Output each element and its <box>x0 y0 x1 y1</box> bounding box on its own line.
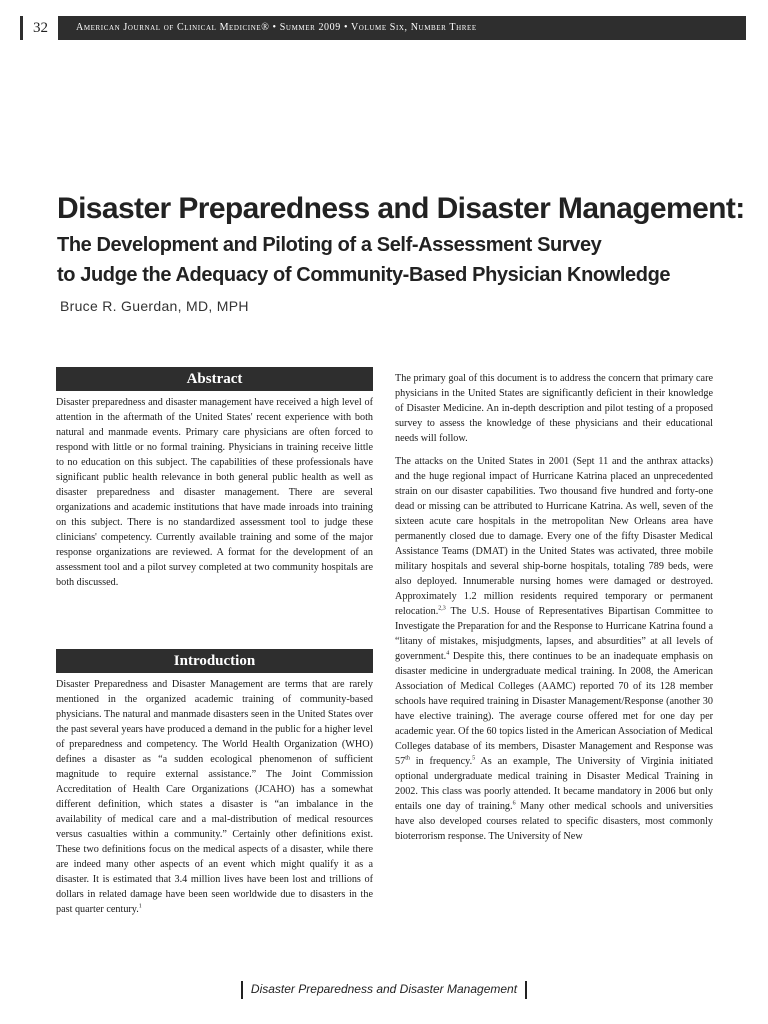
right-column <box>395 371 713 852</box>
introduction-heading: Introduction <box>56 649 373 673</box>
journal-citation: American Journal of Clinical Medicine® • Summer 2009 • Volume Six, Number Three <box>76 22 477 33</box>
katrina-paragraph <box>395 454 713 844</box>
reference-marker: 1 <box>138 903 142 910</box>
introduction-text <box>56 677 373 917</box>
goal-paragraph: The primary goal of this document is to address the concern that primary care physicians in the United States are significantly deficient in their knowledge of Disaster Medicine. An in-depth description and pilot testing of a proposed survey to assess the knowledge of these physicians and their educational needs will follow. <box>395 373 713 444</box>
journal-header-bar <box>20 16 746 40</box>
paragraph-text: The attacks on the United States in 2001 (Sept 11 and the anthrax attacks) and the huge regional impact of Hurricane Katrina placed an unprecedented strain on our disaster capabilities. Two thousand five hundred and forty-one dead or missing can be attributed to Hurricane Katrina. As well, seven of the sixteen acute care hospitals in the metropolitan New Orleans area have permanently closed due to damage. Every one of the fifty Disaster Medical Assistance Teams (DMAT) in the United States was activated, three mobile military hospitals and several ship-borne hospitals, totaling 789 beds, were also deployed. Innumerable nursing homes were damaged or destroyed. Approximately 1.2 million residents required temporary or permanent relocation. <box>395 456 713 617</box>
article-subtitle-line-1: The Development and Piloting of a Self-Assessment Survey <box>57 234 602 256</box>
page-number: 32 <box>20 16 58 40</box>
paragraph-text: As an example, The University of Virginia initiated optional undergraduate medical training in Disaster Medical Training in 2002. This class was poorly attended. It became mandatory in 2006 but only entails one day of training. <box>395 756 713 812</box>
article-author: Bruce R. Guerdan, MD, MPH <box>60 298 249 314</box>
article-title: Disaster Preparedness and Disaster Management: <box>57 192 745 225</box>
reference-marker: 4 <box>446 650 450 657</box>
paragraph-text: The U.S. House of Representatives Bipartisan Committee to Investigate the Preparation for and the Response to Hurricane Katrina found a “litany of mistakes, misjudgments, lapses, and absurdities” at all levels of government. <box>395 606 713 662</box>
paragraph-text: in frequency. <box>409 756 473 767</box>
paragraph-text: Many other medical schools and universities have also developed courses related to specific disasters, most commonly bioterrorism response. The University of New <box>395 801 713 842</box>
reference-marker: 5 <box>472 755 476 762</box>
abstract-heading: Abstract <box>56 367 373 391</box>
introduction-body: Disaster Preparedness and Disaster Management are terms that are rarely mentioned in the organized academic training of community-based physicians. The natural and manmade disasters seen in the United States over the past several years have produced a demand in the public for a higher level of preparedness and competency. The World Health Organization (WHO) defines a disaster as “a sudden ecological phenomenon of sufficient magnitude to require external assistance.” The Joint Commission Accreditation of Health Care Organizations (JCAHO) has a somewhat different definition, which states a disaster is “an imbalance in the availability of medical care and a mal-distribution of medical resources versus casualties within a community.” Certainly other definitions exist. These two definitions focus on the medical aspects of a disaster, while there are indeed many other aspects of an event which might qualify it as a disaster. It is estimated that 3.4 million lives have been lost and trillions of dollars in related damage have been seen worldwide due to disasters in the past quarter century. <box>56 679 373 915</box>
footer-running-title: Disaster Preparedness and Disaster Management <box>250 982 518 997</box>
footer-divider-right <box>525 981 527 999</box>
introduction-section <box>56 649 373 925</box>
article-subtitle-line-2: to Judge the Adequacy of Community-Based Physician Knowledge <box>57 264 671 286</box>
ordinal-suffix: th <box>405 755 410 762</box>
reference-marker: 6 <box>512 800 516 807</box>
abstract-text: Disaster preparedness and disaster management have received a high level of attention in the aftermath of the United States' recent experience with both natural and manmade events. Primary care physicians are often forced to respond with little or no formal training. Physicians in training receive little to no education on this subject. The capabilities of these professionals have significant public health relevance in both general public health as well as disaster preparedness and disaster management. There are several organizations and academic institutions that have made inroads into training on this subject. There is no standardized assessment tool to judge these clinicians' competency. Currently available training and some of the major response organizations are reviewed. A format for the development of an assessment tool and a pilot survey completed at two community hospitals are both discussed. <box>56 397 373 588</box>
paragraph-text: Despite this, there continues to be an inadequate emphasis on disaster medicine in undergraduate medical training. In 2008, the American Association of Medical Colleges (AAMC) reported 70 of its 128 member schools have required training in Disaster Management/Response (another 30 have elective training). The average course offered met for one day per academic year. Of the 60 topics listed in the American Association of Medical Colleges database of its members, Disaster Management and Response was 57 <box>395 651 713 767</box>
abstract-section <box>56 367 373 598</box>
reference-marker: 2,3 <box>438 605 446 612</box>
footer-divider-left <box>241 981 243 999</box>
running-footer <box>0 981 768 999</box>
